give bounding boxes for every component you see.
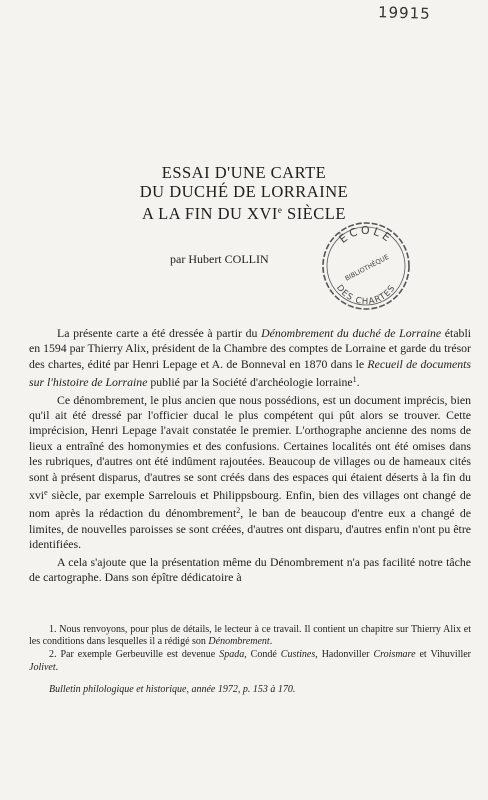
title-line-1: ESSAI D'UNE CARTE bbox=[161, 163, 327, 182]
title-line-3: A LA FIN DU XVIe SIÈCLE bbox=[142, 204, 346, 223]
stamp-top-text: ÉCOLE bbox=[336, 223, 396, 246]
handwritten-number: 19915 bbox=[377, 3, 432, 23]
article-title bbox=[0, 164, 488, 224]
footnotes bbox=[29, 624, 471, 675]
article-body bbox=[29, 326, 471, 588]
stamp-bottom-text: DES CHARTES bbox=[334, 283, 398, 308]
footnote-ref-2: 2 bbox=[236, 506, 241, 516]
library-stamp-icon bbox=[320, 220, 412, 312]
stamp-middle-text: BIBLIOTHÈQUE bbox=[343, 252, 391, 283]
footnote-1: 1. Nous renvoyons, pour plus de détails, le lecteur à ce travail. Il contient un chapitre sur Thierry Alix et les conditions dans lesquelles il a rédigé son Dénombrement. bbox=[29, 624, 471, 648]
footnote-ref-1: 1 bbox=[352, 375, 357, 385]
svg-text:ÉCOLE bbox=[337, 224, 396, 246]
author-byline: par Hubert COLLIN bbox=[170, 252, 269, 266]
bibliographic-reference: Bulletin philologique et historique, année 1972, p. 153 à 170. bbox=[49, 684, 296, 695]
title-line-2: DU DUCHÉ DE LORRAINE bbox=[139, 181, 349, 201]
footnote-2: 2. Par exemple Gerbeuville est devenue Spada, Condé Custines, Hadonviller Croismare et Vihuviller Jolivet. bbox=[29, 649, 472, 673]
paragraph-1: La présente carte a été dressée à partir du Dénombrement du duché de Lorraine établi en 1594 par Thierry Alix, président de la Chambre des comptes de Lorraine et garde du trésor des chartes, édité par Henri Lepage et A. de Bonneval en 1870 dans le Recueil de documents sur l'histoire de Lorraine publié par la Société d'archéologie lorraine$^1$. bbox=[29, 326, 472, 390]
paragraph-2: Ce dénombrement, le plus ancien que nous possédions, est un document imprécis, bien qu'il ait été dressé par l'officier ducal le plus compétent qui pût alors se trouver. Cette imprécision, Henri Lepage l'avait constatée le premier. L'orthographe ancienne des noms de lieux a entraîné des homonymies et des confusions. Certaines localités ont été omises dans les rubriques, d'autres ont été indûment rajoutées. Beaucoup de villages ou de hameaux cités sont à présent disparus, d'autres se sont créés dans des espaces qui étaient déserts à la fin du xvi$^e$ siècle, par exemple Sarrelouis et Philippsbourg. Enfin, bien des villages ont changé de nom après la rédaction du dénombrement$^2$, le ban de beaucoup d'entre eux a changé de limites, de nouvelles paroisses se sont créées, d'autres ont disparu, d'autres enfin n'ont pu être identifiées. bbox=[29, 392, 471, 552]
paragraph-3: A cela s'ajoute que la présentation même du Dénombrement n'a pas facilité notre tâche de cartographe. Dans son épître dédicatoire à bbox=[29, 554, 471, 585]
